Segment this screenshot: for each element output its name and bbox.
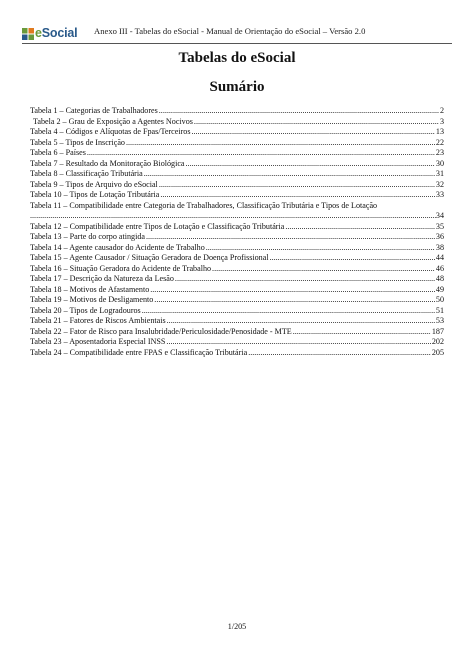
toc-entry-page: 30 — [435, 158, 444, 168]
esocial-logo-icon — [22, 27, 34, 39]
toc-entry[interactable] — [30, 285, 444, 296]
toc-leader-dots — [166, 337, 430, 348]
esocial-logo-text: eSocial — [35, 26, 78, 40]
toc-entry[interactable] — [30, 138, 444, 149]
toc-entry-label: Tabela 1 – Categorias de Trabalhadores — [30, 106, 158, 115]
toc-entry-label: Tabela 24 – Compatibilidade entre FPAS e Classificação Tributária — [30, 347, 248, 357]
toc-entry[interactable] — [30, 117, 444, 128]
toc-leader-dots — [150, 285, 435, 296]
page-number: 1/205 — [227, 622, 247, 631]
toc-entry[interactable] — [30, 222, 444, 233]
toc-entry-label: Tabela 13 – Parte do corpo atingida — [30, 232, 145, 241]
toc-entry-label: Tabela 19 – Motivos de Desligamento — [30, 295, 154, 304]
toc-leader-dots — [293, 327, 431, 338]
toc-entry-page: 23 — [435, 148, 444, 157]
toc-entry-page: 34 — [435, 211, 444, 220]
toc-entry-label: Tabela 11 – Compatibilidade entre Categoria de Trabalhadores, Classificação Tributária e Tipos de Lotação — [30, 200, 378, 210]
toc-entry[interactable] — [30, 190, 444, 201]
esocial-logo — [22, 24, 77, 42]
toc-entry[interactable] — [30, 159, 444, 170]
summary-heading: Sumário — [209, 79, 265, 95]
header-text: Anexo III - Tabelas do eSocial - Manual de Orientação do eSocial – Versão 2.0 — [94, 26, 366, 36]
toc-entry-page: 31 — [435, 169, 444, 178]
toc-entry-page: 51 — [435, 305, 444, 315]
toc-entry-label: Tabela 21 – Fatores de Riscos Ambientais — [30, 316, 166, 325]
toc-entry-continuation[interactable] — [30, 211, 444, 222]
toc-entry-label: Tabela 7 – Resultado da Monitoração Biológica — [30, 158, 185, 168]
toc-leader-dots — [191, 127, 434, 138]
toc-entry-page: 49 — [435, 284, 444, 294]
toc-entry[interactable] — [30, 337, 444, 348]
toc-entry[interactable] — [30, 106, 444, 117]
toc-leader-dots — [186, 159, 435, 170]
toc-leader-dots — [159, 180, 435, 191]
table-of-contents — [30, 106, 444, 358]
toc-entry[interactable] — [30, 169, 444, 180]
toc-entry-page: 2 — [439, 106, 444, 115]
toc-entry[interactable] — [30, 316, 444, 327]
toc-entry-label: Tabela 2 – Grau de Exposição a Agentes Nocivos — [33, 116, 193, 126]
toc-entry[interactable] — [30, 348, 444, 359]
toc-leader-dots — [142, 306, 435, 317]
toc-entry[interactable] — [30, 232, 444, 243]
toc-entry-page: 36 — [435, 232, 444, 241]
toc-entry-page: 38 — [435, 242, 444, 252]
toc-leader-dots — [206, 243, 435, 254]
toc-entry[interactable] — [30, 274, 444, 285]
toc-leader-dots — [159, 106, 439, 117]
toc-entry-page: 205 — [431, 347, 444, 357]
toc-entry-page: 202 — [431, 337, 444, 346]
toc-entry-label: Tabela 18 – Motivos de Afastamento — [30, 284, 150, 294]
toc-entry-page: 32 — [435, 179, 444, 189]
toc-leader-dots — [146, 232, 435, 243]
toc-leader-dots — [175, 274, 435, 285]
toc-leader-dots — [212, 264, 435, 275]
toc-entry-label: Tabela 16 – Situação Geradora do Acidente de Trabalho — [30, 263, 212, 273]
toc-entry-label: Tabela 6 – Países — [30, 148, 86, 157]
toc-leader-dots — [167, 316, 435, 327]
toc-leader-dots — [30, 211, 436, 222]
toc-leader-dots — [160, 190, 435, 201]
toc-entry-label: Tabela 12 – Compatibilidade entre Tipos de Lotação e Classificação Tributária — [30, 221, 285, 231]
document-title: Tabelas do eSocial — [178, 50, 296, 66]
toc-leader-dots — [87, 148, 435, 159]
toc-entry-page: 3 — [439, 116, 444, 126]
toc-entry-page: 35 — [435, 221, 444, 231]
toc-entry-label: Tabela 20 – Tipos de Logradouros — [30, 305, 141, 315]
toc-entry[interactable] — [30, 127, 444, 138]
toc-entry[interactable] — [30, 295, 444, 306]
toc-entry-label: Tabela 10 – Tipos de Lotação Tributária — [30, 190, 160, 199]
toc-entry-page: 22 — [435, 137, 444, 147]
toc-entry-label: Tabela 15 – Agente Causador / Situação Geradora de Doença Profissional — [30, 253, 269, 262]
toc-leader-dots — [154, 295, 435, 306]
toc-entry-page: 44 — [435, 253, 444, 262]
toc-entry[interactable] — [30, 327, 444, 338]
toc-entry[interactable] — [30, 243, 444, 254]
toc-entry-label: Tabela 4 – Códigos e Alíquotas de Fpas/Terceiros — [30, 127, 191, 136]
toc-entry[interactable] — [30, 264, 444, 275]
toc-leader-dots — [194, 117, 439, 128]
toc-entry-page: 50 — [435, 295, 444, 304]
toc-entry[interactable] — [30, 201, 444, 212]
toc-leader-dots — [270, 253, 435, 264]
header-divider — [22, 43, 452, 44]
toc-leader-dots — [144, 169, 435, 180]
toc-entry-label: Tabela 5 – Tipos de Inscrição — [30, 137, 125, 147]
toc-entry-page: 13 — [435, 127, 444, 136]
toc-entry-label: Tabela 23 – Aposentadoria Especial INSS — [30, 337, 166, 346]
toc-entry-label: Tabela 22 – Fator de Risco para Insalubridade/Periculosidade/Penosidade - MTE — [30, 326, 292, 336]
toc-entry[interactable] — [30, 306, 444, 317]
toc-entry-page: 53 — [435, 316, 444, 325]
toc-entry-page: 46 — [435, 263, 444, 273]
toc-leader-dots — [248, 348, 431, 359]
toc-entry-label: Tabela 9 – Tipos de Arquivo do eSocial — [30, 179, 158, 189]
toc-entry-label: Tabela 17 – Descrição da Natureza da Lesão — [30, 274, 174, 283]
toc-entry-page: 33 — [435, 190, 444, 199]
toc-entry[interactable] — [30, 180, 444, 191]
toc-entry-label: Tabela 8 – Classificação Tributária — [30, 169, 143, 178]
toc-entry-label: Tabela 14 – Agente causador do Acidente de Trabalho — [30, 242, 205, 252]
toc-entry[interactable] — [30, 148, 444, 159]
toc-entry[interactable] — [30, 253, 444, 264]
toc-leader-dots — [285, 222, 435, 233]
toc-leader-dots — [126, 138, 435, 149]
toc-entry-page: 187 — [431, 326, 444, 336]
toc-entry-page: 48 — [435, 274, 444, 283]
page-header — [22, 22, 452, 44]
